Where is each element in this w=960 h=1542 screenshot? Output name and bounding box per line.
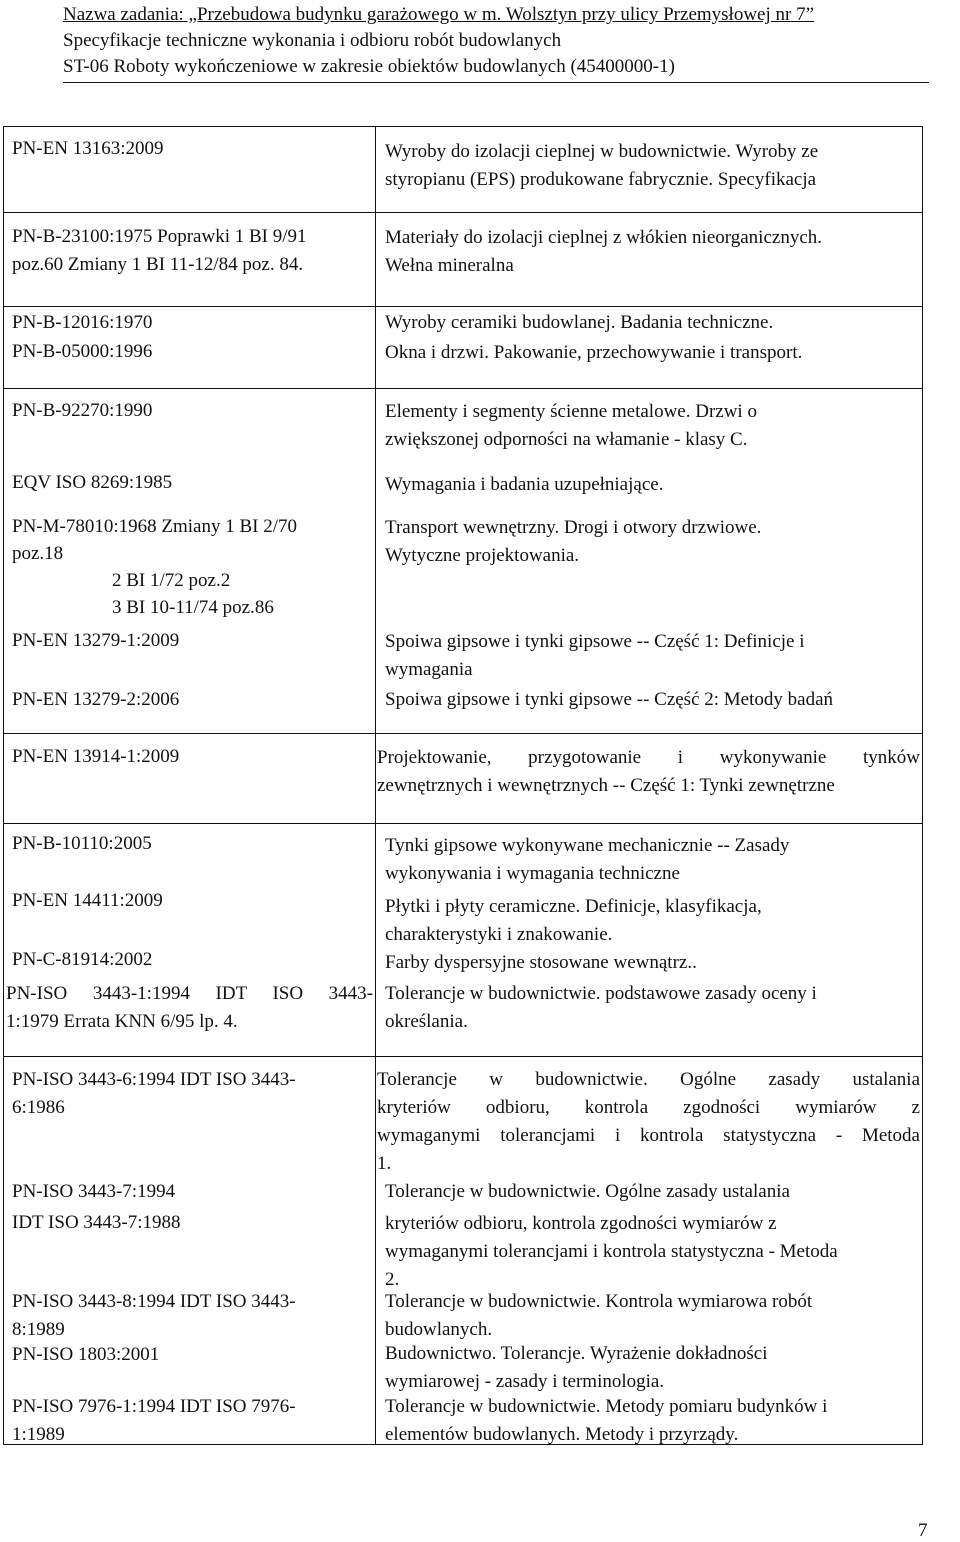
standard-description: Tolerancje w budownictwie. Ogólne zasady ustalania kryteriów odbioru, kontrola zgodności wymiarów z wymaganymi tolerancjami i kontrola statystyczna - Metoda 1. <box>377 1069 920 1174</box>
row-divider <box>3 388 923 389</box>
standard-description: Projektowanie, przygotowanie i wykonywanie tynków zewnętrznych i wewnętrznych -- Część 1: Tynki zewnętrzne <box>377 747 920 796</box>
standard-code: PN-ISO 7976-1:1994 IDT ISO 7976- 1:1989 <box>12 1396 296 1445</box>
standard-code: PN-B-92270:1990 <box>12 400 153 421</box>
standard-code: IDT ISO 3443-7:1988 <box>12 1212 181 1233</box>
standard-description: Tolerancje w budownictwie. Metody pomiaru budynków i elementów budowlanych. Metody i przyrządy. <box>385 1396 828 1445</box>
standard-description: Materiały do izolacji cieplnej z włókien nieorganicznych. Wełna mineralna <box>385 227 823 276</box>
standard-description: Tynki gipsowe wykonywane mechanicznie -- Zasady wykonywania i wymagania techniczne <box>385 835 790 884</box>
table-border-right <box>922 126 923 1445</box>
standard-code: PN-EN 13279-2:2006 <box>12 689 180 710</box>
standard-description: Tolerancje w budownictwie. podstawowe zasady oceny i określania. <box>385 983 817 1032</box>
table-border-left <box>3 126 4 1445</box>
standard-description: Wymagania i badania uzupełniające. <box>385 474 664 495</box>
standard-code: PN-EN 14411:2009 <box>12 890 163 911</box>
standard-description: Płytki i płyty ceramiczne. Definicje, klasyfikacja, charakterystyki i znakowanie. <box>385 896 762 945</box>
standard-description: Okna i drzwi. Pakowanie, przechowywanie i transport. <box>385 342 803 363</box>
row-divider <box>3 823 923 824</box>
standard-code: PN-ISO 3443-6:1994 IDT ISO 3443- 6:1986 <box>12 1069 296 1118</box>
standard-description: Tolerancje w budownictwie. Ogólne zasady ustalania <box>385 1181 790 1202</box>
standard-code: PN-EN 13163:2009 <box>12 138 164 159</box>
standard-code: PN-B-05000:1996 <box>12 341 153 362</box>
standard-description: Spoiwa gipsowe i tynki gipsowe -- Część 2: Metody badań <box>385 689 834 710</box>
document-header <box>63 2 943 80</box>
standard-code: EQV ISO 8269:1985 <box>12 472 173 493</box>
row-divider <box>3 306 923 307</box>
row-divider <box>3 212 923 213</box>
standard-description: Wyroby do izolacji cieplnej w budownictwie. Wyroby ze styropianu (EPS) produkowane fabrycznie. Specyfikacja <box>385 141 819 190</box>
standard-description: Spoiwa gipsowe i tynki gipsowe -- Część 1: Definicje i wymagania <box>385 631 805 680</box>
standard-description: Farby dyspersyjne stosowane wewnątrz.. <box>385 952 697 973</box>
standard-code: PN-ISO 1803:2001 <box>12 1344 160 1365</box>
standard-code: PN-C-81914:2002 <box>12 949 153 970</box>
spec-title: Specyfikacje techniczne wykonania i odbioru robót budowlanych <box>63 30 562 51</box>
header-rule <box>63 82 929 83</box>
task-name: Nazwa zadania: „Przebudowa budynku garażowego w m. Wolsztyn przy ulicy Przemysłowej nr 7” <box>63 4 815 25</box>
standard-code: PN-B-12016:1970 <box>12 312 153 333</box>
standard-description: kryteriów odbioru, kontrola zgodności wymiarów z wymaganymi tolerancjami i kontrola statystyczna - Metoda 2. <box>385 1213 838 1290</box>
standard-description: Tolerancje w budownictwie. Kontrola wymiarowa robót budowlanych. <box>385 1291 813 1340</box>
row-divider <box>3 733 923 734</box>
table-border-top <box>3 126 923 127</box>
standard-description: Wyroby ceramiki budowlanej. Badania techniczne. <box>385 312 774 333</box>
standard-code: PN-M-78010:1968 Zmiany 1 BI 2/70 poz.18 2 BI 1/72 poz.2 3 BI 10-11/74 poz.86 <box>12 516 297 618</box>
standard-description: Transport wewnętrzny. Drogi i otwory drzwiowe. Wytyczne projektowania. <box>385 517 762 566</box>
column-divider <box>375 126 376 1445</box>
standard-code: PN-ISO 3443-7:1994 <box>12 1181 176 1202</box>
page-number: 7 <box>918 1520 928 1541</box>
standard-code: PN-ISO 3443-8:1994 IDT ISO 3443- 8:1989 <box>12 1291 296 1340</box>
standard-code: PN-B-10110:2005 <box>12 833 152 854</box>
standard-description: Elementy i segmenty ścienne metalowe. Drzwi o zwiększonej odporności na włamanie - klasy C. <box>385 401 757 450</box>
standard-code: PN-EN 13279-1:2009 <box>12 630 180 651</box>
standard-code: PN-B-23100:1975 Poprawki 1 BI 9/91 poz.60 Zmiany 1 BI 11-12/84 poz. 84. <box>12 226 307 275</box>
standard-description: Budownictwo. Tolerancje. Wyrażenie dokładności wymiarowej - zasady i terminologia. <box>385 1343 768 1392</box>
standard-code: PN-EN 13914-1:2009 <box>12 746 180 767</box>
spec-section: ST-06 Roboty wykończeniowe w zakresie obiektów budowlanych (45400000-1) <box>63 56 675 77</box>
row-divider <box>3 1056 923 1057</box>
standard-code: PN-ISO 3443-1:1994 IDT ISO 3443- 1:1979 Errata KNN 6/95 lp. 4. <box>6 983 373 1032</box>
